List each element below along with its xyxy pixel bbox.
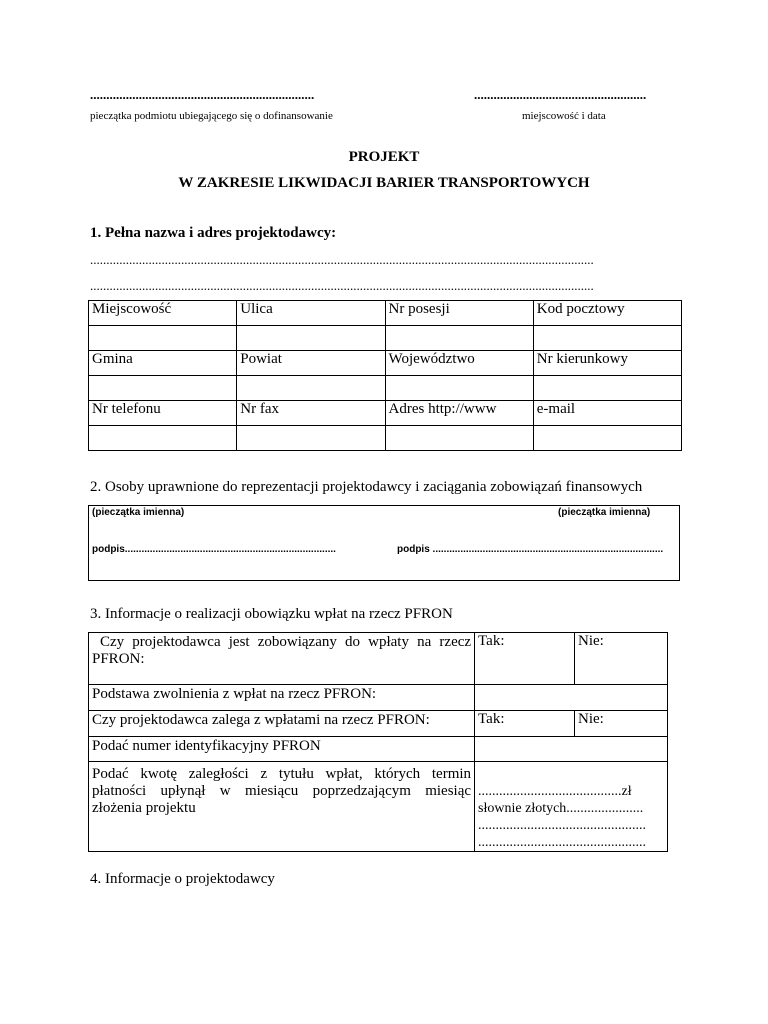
label-adres-www: Adres http://www	[385, 401, 533, 426]
table-row	[89, 711, 668, 737]
signature-right-line[interactable]: podpis ...................................................................................	[397, 544, 664, 555]
stamp-label: pieczątka podmiotu ubiegającego się o dofinansowanie	[90, 110, 333, 122]
answer-nie-arrears[interactable]: Nie:	[575, 711, 668, 737]
label-nr-posesji: Nr posesji	[385, 301, 533, 326]
place-date-label: miejscowość i data	[522, 110, 606, 122]
table-row	[89, 685, 668, 711]
field-exemption-basis[interactable]	[475, 685, 668, 711]
table-row	[89, 401, 682, 426]
answer-tak-obligated[interactable]: Tak:	[475, 633, 575, 685]
table-row	[89, 633, 668, 685]
field-nr-telefonu[interactable]	[89, 426, 237, 451]
pfron-table	[88, 632, 668, 852]
field-nr-kierunkowy[interactable]	[533, 376, 681, 401]
table-row	[89, 301, 682, 326]
place-date-dotted-line: .....................................................	[474, 87, 647, 102]
field-adres-www[interactable]	[385, 426, 533, 451]
label-gmina: Gmina	[89, 351, 237, 376]
label-miejscowosc: Miejscowość	[89, 301, 237, 326]
question-obligated: Czy projektodawca jest zobowiązany do wpłaty na rzecz PFRON:	[89, 633, 475, 685]
label-kod-pocztowy: Kod pocztowy	[533, 301, 681, 326]
field-nr-posesji[interactable]	[385, 326, 533, 351]
document-subtitle: W ZAKRESIE LIKWIDACJI BARIER TRANSPORTOWYCH	[178, 175, 590, 191]
name-address-line-1[interactable]: ...........................................................................................................................................................	[90, 252, 594, 267]
section1-heading: 1. Pełna nazwa i adres projektodawcy:	[90, 225, 337, 241]
field-wojewodztwo[interactable]	[385, 376, 533, 401]
label-powiat: Powiat	[237, 351, 385, 376]
signature-left-line[interactable]: podpis............................................................................	[92, 544, 336, 555]
table-row	[89, 376, 682, 401]
table-row	[89, 326, 682, 351]
stamp-left-label: (pieczątka imienna)	[92, 507, 185, 518]
table-row	[89, 737, 668, 762]
answer-tak-arrears[interactable]: Tak:	[475, 711, 575, 737]
document-title: PROJEKT	[348, 149, 420, 165]
amount-line[interactable]: .........................................zł	[478, 784, 632, 799]
field-gmina[interactable]	[89, 376, 237, 401]
amount-in-words-line[interactable]: słownie złotych......................	[478, 801, 644, 816]
question-arrears: Czy projektodawca zalega z wpłatami na rzecz PFRON:	[89, 711, 475, 737]
field-nr-fax[interactable]	[237, 426, 385, 451]
amount-dots-line-b[interactable]: ................................................	[478, 835, 647, 850]
label-ulica: Ulica	[237, 301, 385, 326]
field-arrears-amount[interactable]	[475, 762, 668, 852]
section2-heading: 2. Osoby uprawnione do reprezentacji projektodawcy i zaciągania zobowiązań finansowych	[90, 479, 643, 495]
label-email: e-mail	[533, 401, 681, 426]
section3-heading: 3. Informacje o realizacji obowiązku wpłat na rzecz PFRON	[90, 606, 453, 622]
section4-heading: 4. Informacje o projektodawcy	[90, 871, 275, 887]
field-powiat[interactable]	[237, 376, 385, 401]
label-nr-kierunkowy: Nr kierunkowy	[533, 351, 681, 376]
question-arrears-amount: Podać kwotę zaległości z tytułu wpłat, których termin płatności upłynął w miesiącu poprzedzającym miesiąc złożenia projektu	[89, 762, 475, 852]
field-pfron-id[interactable]	[475, 737, 668, 762]
question-pfron-id: Podać numer identyfikacyjny PFRON	[89, 737, 475, 762]
table-row	[89, 762, 668, 852]
field-email[interactable]	[533, 426, 681, 451]
table-row	[89, 351, 682, 376]
label-wojewodztwo: Województwo	[385, 351, 533, 376]
stamp-right-label: (pieczątka imienna)	[558, 507, 651, 518]
answer-nie-obligated[interactable]: Nie:	[575, 633, 668, 685]
amount-dots-line-a[interactable]: ................................................	[478, 818, 647, 833]
field-ulica[interactable]	[237, 326, 385, 351]
question-exemption-basis: Podstawa zwolnienia z wpłat na rzecz PFRON:	[89, 685, 475, 711]
field-miejscowosc[interactable]	[89, 326, 237, 351]
stamp-dotted-line: .....................................................................	[90, 87, 315, 102]
label-nr-telefonu: Nr telefonu	[89, 401, 237, 426]
label-nr-fax: Nr fax	[237, 401, 385, 426]
name-address-line-2[interactable]: ...........................................................................................................................................................	[90, 278, 594, 293]
address-table	[88, 300, 682, 451]
field-kod-pocztowy[interactable]	[533, 326, 681, 351]
representatives-box	[88, 505, 680, 581]
table-row	[89, 426, 682, 451]
